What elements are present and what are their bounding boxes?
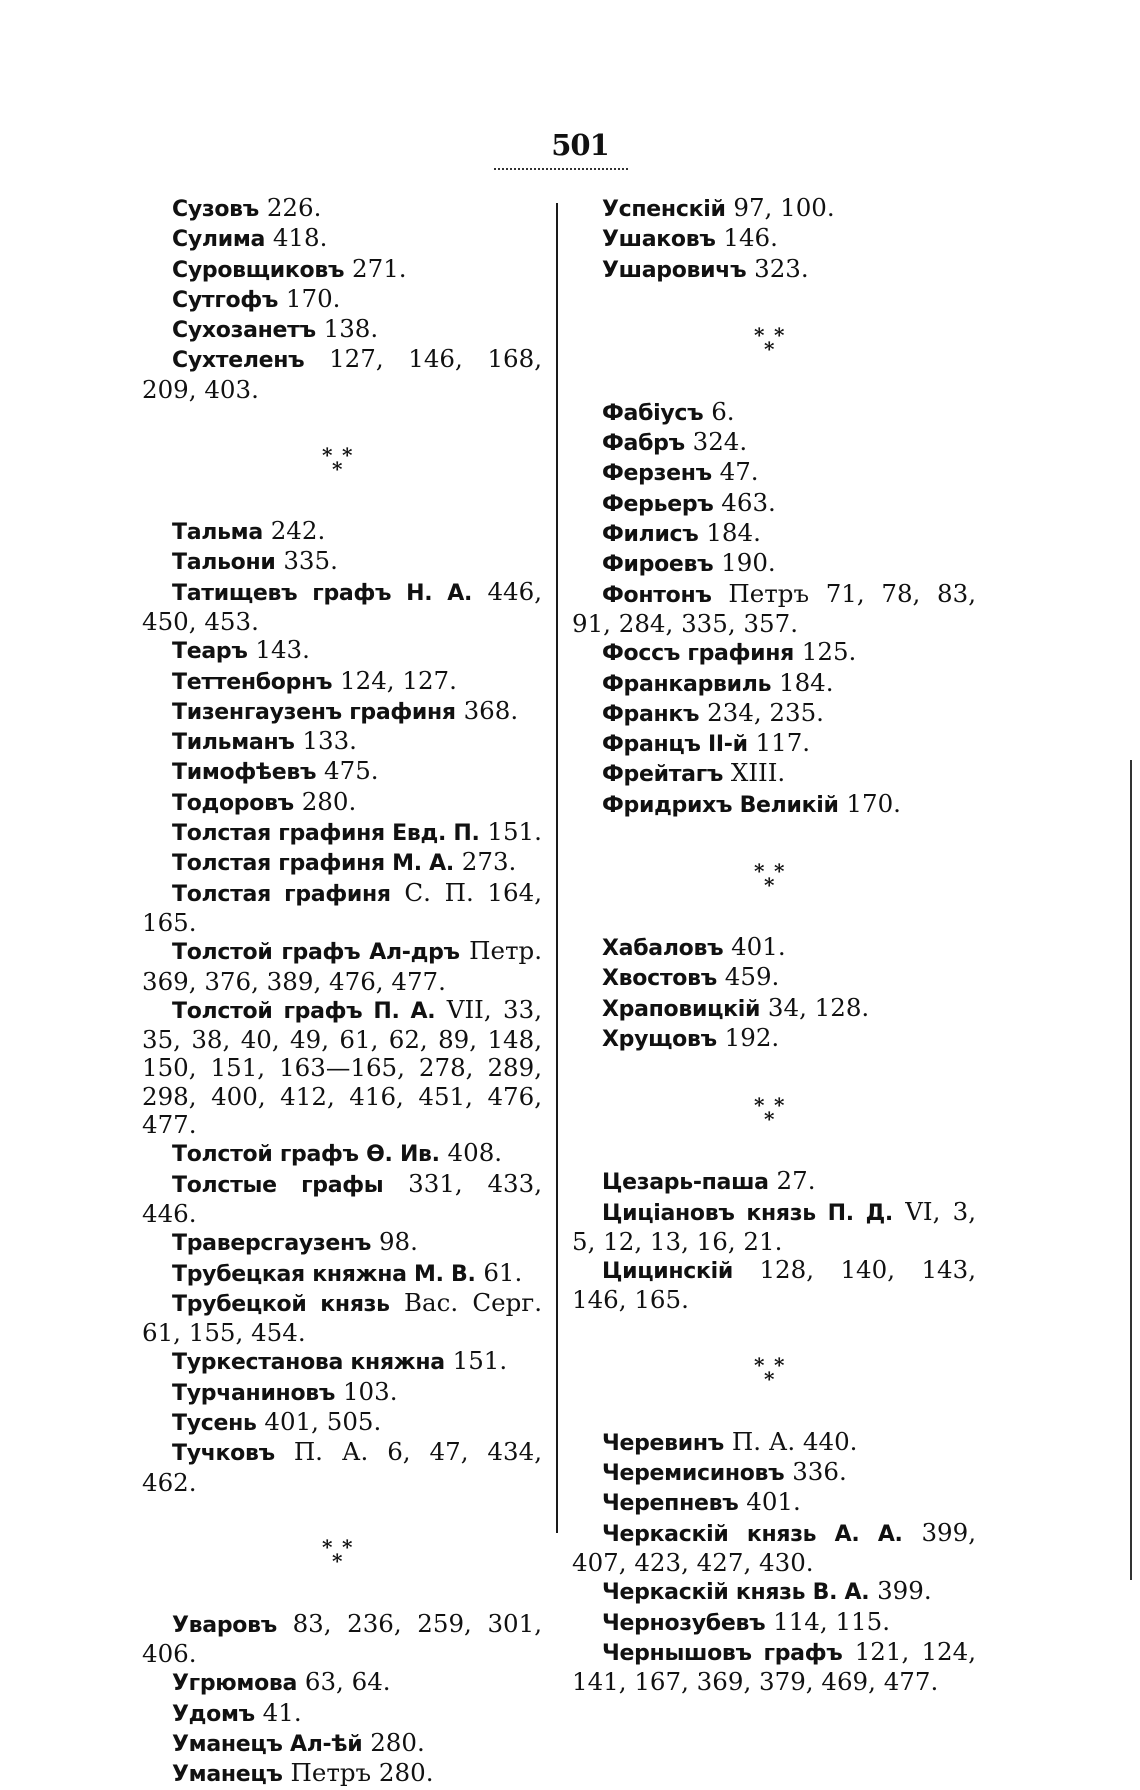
index-entry bbox=[142, 1259, 542, 1289]
entry-page-refs: 368. bbox=[463, 695, 519, 725]
index-entry bbox=[572, 580, 976, 639]
entry-page-refs: 151. bbox=[452, 1346, 508, 1376]
index-entry bbox=[572, 1428, 976, 1458]
index-entry bbox=[142, 578, 542, 637]
entry-name: Тимофѣевъ bbox=[172, 760, 317, 786]
index-entry bbox=[572, 1024, 976, 1054]
index-entry bbox=[142, 848, 542, 878]
entry-name: Цезарь-паша bbox=[602, 1170, 769, 1196]
index-entry bbox=[142, 1438, 542, 1497]
entry-name: Сухозанетъ bbox=[172, 318, 316, 344]
index-entry bbox=[142, 727, 542, 757]
section-separator bbox=[572, 1315, 976, 1428]
entry-name: Трубецкой князь bbox=[172, 1291, 390, 1317]
entry-name: Храповицкій bbox=[602, 996, 761, 1022]
index-entry bbox=[572, 398, 976, 428]
entry-name: Франкарвиль bbox=[602, 671, 772, 697]
entry-page-refs: П. А. 6, 47, 434, 462. bbox=[142, 1437, 542, 1497]
index-entry bbox=[572, 1167, 976, 1197]
entry-page-refs: 463. bbox=[721, 487, 776, 517]
entry-page-refs: 34, 128. bbox=[767, 992, 870, 1022]
entry-page-refs: 117. bbox=[755, 728, 811, 758]
entry-page-refs: 128, 140, 143, 146, 165. bbox=[572, 1255, 976, 1315]
index-entry bbox=[142, 1699, 542, 1729]
entry-page-refs: 83, 236, 259, 301, 406. bbox=[142, 1608, 542, 1669]
entry-name: Толстой графъ Ал-дръ bbox=[172, 940, 460, 966]
entry-name: Ферзенъ bbox=[602, 461, 712, 487]
index-entry bbox=[142, 1729, 542, 1759]
section-separator bbox=[572, 1054, 976, 1167]
entry-name: Успенскій bbox=[602, 197, 726, 222]
page-number: 501 bbox=[551, 128, 609, 162]
index-entry bbox=[142, 1289, 542, 1348]
index-entry bbox=[572, 638, 976, 668]
index-entry bbox=[572, 458, 976, 488]
entry-page-refs: П. А. 440. bbox=[731, 1426, 858, 1456]
entry-name: Циціановъ князь П. Д. bbox=[602, 1200, 893, 1226]
entry-name: Турчаниновъ bbox=[172, 1380, 336, 1406]
entry-name: Чернозубевъ bbox=[602, 1610, 766, 1636]
entry-name: Уманецъ bbox=[172, 1762, 283, 1788]
index-entry bbox=[572, 194, 976, 224]
entry-page-refs: 184. bbox=[779, 667, 834, 697]
entry-page-refs: 475. bbox=[324, 756, 379, 786]
entry-page-refs: XIII. bbox=[730, 758, 786, 788]
entry-page-refs: 127, 146, 168, 209, 403. bbox=[142, 344, 542, 404]
index-entry bbox=[142, 1668, 542, 1698]
index-entry bbox=[572, 699, 976, 729]
entry-page-refs: 401, 505. bbox=[264, 1406, 382, 1436]
index-entry bbox=[142, 1347, 542, 1377]
entry-name: Фоссъ графиня bbox=[602, 641, 794, 667]
index-entry bbox=[142, 547, 542, 577]
index-entry bbox=[572, 933, 976, 963]
entry-name: Толстая графиня Евд. П. bbox=[172, 821, 480, 847]
section-separator bbox=[142, 404, 542, 517]
entry-name: Цицинскій bbox=[602, 1259, 733, 1285]
entry-page-refs: 133. bbox=[302, 726, 357, 756]
entry-page-refs: 226. bbox=[266, 193, 322, 222]
entry-name: Чернышовъ графъ bbox=[602, 1640, 843, 1666]
entry-name: Тальони bbox=[172, 550, 276, 576]
entry-name: Трубецкая княжна М. В. bbox=[172, 1261, 476, 1287]
entry-page-refs: 323. bbox=[754, 253, 809, 283]
entry-name: Тизенгаузенъ графиня bbox=[172, 699, 456, 725]
entry-page-refs: 61. bbox=[483, 1257, 523, 1287]
entry-name: Фридрихъ Великій bbox=[602, 792, 839, 818]
entry-name: Черепневъ bbox=[602, 1491, 739, 1517]
entry-page-refs: 401. bbox=[731, 932, 786, 962]
entry-name: Черевинъ bbox=[602, 1430, 725, 1456]
entry-name: Хабаловъ bbox=[602, 936, 724, 962]
index-entry bbox=[572, 1577, 976, 1607]
entry-name: Ферьеръ bbox=[602, 491, 714, 517]
entry-page-refs: 280. bbox=[301, 786, 357, 816]
entry-name: Ушаковъ bbox=[602, 227, 716, 253]
entry-name: Толстая графиня М. А. bbox=[172, 851, 454, 877]
entry-page-refs: Петръ 280. bbox=[290, 1758, 434, 1788]
index-entry bbox=[572, 255, 976, 285]
header-wavy-rule bbox=[494, 168, 628, 174]
entry-page-refs: 459. bbox=[724, 962, 780, 992]
entry-page-refs: 98. bbox=[378, 1227, 418, 1257]
entry-name: Фабіусъ bbox=[602, 400, 704, 426]
entry-name: Теаръ bbox=[172, 639, 248, 665]
entry-page-refs: 121, 124, 141, 167, 369, 379, 469, 477. bbox=[572, 1636, 976, 1697]
entry-name: Тусень bbox=[172, 1410, 257, 1436]
entry-page-refs: Петръ 71, 78, 83, 91, 284, 335, 357. bbox=[572, 578, 976, 638]
entry-page-refs: 138. bbox=[323, 314, 379, 344]
entry-name: Сухтеленъ bbox=[172, 348, 305, 374]
entry-page-refs: 41. bbox=[262, 1697, 302, 1727]
entry-name: Сутгофъ bbox=[172, 287, 279, 313]
asterism-icon: * * * bbox=[322, 1535, 353, 1574]
entry-name: Толстые графы bbox=[172, 1172, 384, 1198]
entry-name: Суровщиковъ bbox=[172, 257, 345, 283]
entry-page-refs: 271. bbox=[352, 253, 407, 283]
entry-name: Франкъ bbox=[602, 701, 700, 727]
entry-page-refs: Петр. 369, 376, 389, 476, 477. bbox=[142, 936, 542, 996]
entry-page-refs: 114, 115. bbox=[773, 1606, 891, 1636]
entry-name: Филисъ bbox=[602, 522, 699, 548]
entry-page-refs: 335. bbox=[283, 546, 338, 576]
entry-page-refs: 184. bbox=[706, 518, 761, 548]
index-entry bbox=[142, 517, 542, 547]
entry-name: Тучковъ bbox=[172, 1441, 275, 1467]
entry-page-refs: 146. bbox=[723, 223, 778, 253]
index-entry bbox=[572, 428, 976, 458]
entry-name: Уманецъ Ал-ѣй bbox=[172, 1732, 363, 1758]
index-entry bbox=[142, 757, 542, 787]
index-entry bbox=[572, 1608, 976, 1638]
entry-page-refs: 151. bbox=[487, 817, 542, 847]
entry-name: Фрейтагъ bbox=[602, 762, 724, 788]
index-entry bbox=[142, 667, 542, 697]
entry-page-refs: 331, 433, 446. bbox=[142, 1168, 543, 1228]
index-entry bbox=[142, 1170, 542, 1229]
entry-name: Туркестанова княжна bbox=[172, 1350, 445, 1376]
entry-page-refs: 446, 450, 453. bbox=[142, 576, 542, 636]
entry-name: Уваровъ bbox=[172, 1612, 277, 1638]
entry-name: Угрюмова bbox=[172, 1671, 298, 1697]
index-entry bbox=[572, 1519, 976, 1578]
column-divider bbox=[556, 203, 558, 1533]
index-entry bbox=[142, 1139, 542, 1169]
index-entry bbox=[142, 818, 542, 848]
asterism-icon: * * * bbox=[754, 323, 785, 362]
entry-page-refs: 234, 235. bbox=[707, 697, 824, 727]
entry-page-refs: С. П. 164, 165. bbox=[142, 877, 542, 937]
entry-name: Фонтонъ bbox=[602, 582, 712, 608]
entry-page-refs: Вас. Серг. 61, 155, 454. bbox=[142, 1287, 542, 1348]
asterism-icon: * * * bbox=[322, 442, 353, 481]
entry-page-refs: 399, 407, 423, 427, 430. bbox=[572, 1517, 976, 1577]
entry-page-refs: 103. bbox=[342, 1376, 398, 1406]
entry-name: Траверсгаузенъ bbox=[172, 1231, 372, 1257]
entry-page-refs: 192. bbox=[724, 1022, 780, 1052]
index-entry bbox=[572, 1458, 976, 1488]
index-entry bbox=[142, 255, 542, 285]
index-entry bbox=[572, 790, 976, 820]
entry-name: Черемисиновъ bbox=[602, 1461, 785, 1487]
entry-page-refs: 242. bbox=[270, 516, 326, 546]
index-entry bbox=[142, 315, 542, 345]
index-entry bbox=[142, 224, 542, 254]
index-entry bbox=[572, 1638, 976, 1697]
entry-name: Толстой графъ П. А. bbox=[172, 998, 436, 1024]
index-entry bbox=[142, 879, 542, 938]
index-left-column bbox=[142, 194, 542, 1790]
index-entry bbox=[572, 549, 976, 579]
index-entry bbox=[142, 1228, 542, 1258]
entry-name: Тодоровъ bbox=[172, 790, 294, 816]
entry-page-refs: 408. bbox=[447, 1138, 503, 1168]
section-separator bbox=[572, 285, 976, 398]
entry-page-refs: 336. bbox=[792, 1457, 847, 1487]
index-entry bbox=[572, 1198, 976, 1257]
index-entry bbox=[572, 963, 976, 993]
index-entry bbox=[142, 1610, 542, 1669]
entry-page-refs: 280. bbox=[370, 1728, 425, 1758]
entry-name: Удомъ bbox=[172, 1701, 255, 1727]
entry-page-refs: 143. bbox=[255, 635, 310, 665]
asterism-icon: * * * bbox=[754, 1353, 785, 1392]
index-right-column bbox=[572, 194, 976, 1696]
entry-name: Хвостовъ bbox=[602, 966, 717, 992]
index-entry bbox=[142, 345, 542, 404]
entry-page-refs: 124, 127. bbox=[340, 665, 457, 695]
entry-page-refs: 418. bbox=[272, 223, 328, 253]
index-entry bbox=[142, 1759, 542, 1789]
entry-name: Хрущовъ bbox=[602, 1026, 717, 1052]
asterism-icon: * * * bbox=[754, 1092, 785, 1131]
entry-name: Сулима bbox=[172, 227, 266, 253]
entry-page-refs: 190. bbox=[721, 548, 776, 578]
index-entry bbox=[142, 1378, 542, 1408]
entry-page-refs: 273. bbox=[461, 847, 517, 877]
index-entry bbox=[572, 519, 976, 549]
index-entry bbox=[572, 1488, 976, 1518]
entry-name: Фабръ bbox=[602, 431, 685, 457]
index-entry bbox=[572, 489, 976, 519]
entry-name: Толстая графиня bbox=[172, 881, 391, 907]
index-entry bbox=[142, 194, 542, 224]
index-entry bbox=[142, 285, 542, 315]
entry-page-refs: 170. bbox=[285, 283, 341, 313]
entry-name: Теттенборнъ bbox=[172, 669, 333, 695]
entry-page-refs: 401. bbox=[746, 1487, 801, 1517]
index-entry bbox=[142, 1408, 542, 1438]
entry-page-refs: VII, 33, 35, 38, 40, 49, 61, 62, 89, 148, 150, 151, 163—165, 278, 289, 298, 400, 412, 416, 451, 476, 477. bbox=[142, 994, 543, 1140]
entry-name: Черкаскій князь А. А. bbox=[602, 1521, 903, 1547]
index-entry bbox=[142, 697, 542, 727]
index-entry bbox=[142, 996, 542, 1139]
entry-page-refs: 27. bbox=[776, 1166, 816, 1196]
index-entry bbox=[572, 994, 976, 1024]
entry-page-refs: VI, 3, 5, 12, 13, 16, 21. bbox=[572, 1196, 977, 1256]
entry-page-refs: 6. bbox=[711, 396, 735, 426]
index-entry bbox=[142, 636, 542, 666]
section-separator bbox=[572, 820, 976, 933]
asterism-icon: * * * bbox=[754, 858, 785, 897]
index-entry bbox=[572, 1256, 976, 1315]
entry-name: Сузовъ bbox=[172, 197, 260, 222]
section-separator bbox=[142, 1497, 542, 1610]
index-entry bbox=[142, 937, 542, 996]
page-edge-line bbox=[1130, 760, 1132, 1580]
entry-page-refs: 97, 100. bbox=[733, 193, 835, 222]
index-entry bbox=[572, 669, 976, 699]
index-entry bbox=[572, 759, 976, 789]
entry-page-refs: 63, 64. bbox=[304, 1667, 391, 1697]
index-entry bbox=[572, 729, 976, 759]
entry-page-refs: 399. bbox=[877, 1576, 932, 1606]
entry-name: Ушаровичъ bbox=[602, 257, 747, 283]
entry-page-refs: 125. bbox=[801, 637, 857, 667]
entry-page-refs: 170. bbox=[846, 788, 901, 818]
entry-name: Тильманъ bbox=[172, 730, 295, 756]
entry-page-refs: 47. bbox=[719, 457, 759, 487]
entry-name: Францъ II-й bbox=[602, 732, 748, 758]
index-entry bbox=[572, 224, 976, 254]
entry-name: Тальма bbox=[172, 520, 263, 546]
entry-name: Татищевъ графъ Н. А. bbox=[172, 580, 473, 606]
entry-name: Фироевъ bbox=[602, 552, 714, 578]
index-entry bbox=[142, 788, 542, 818]
entry-name: Черкаскій князь В. А. bbox=[602, 1580, 870, 1606]
entry-page-refs: 324. bbox=[692, 427, 748, 457]
entry-name: Толстой графъ Ѳ. Ив. bbox=[172, 1142, 440, 1168]
